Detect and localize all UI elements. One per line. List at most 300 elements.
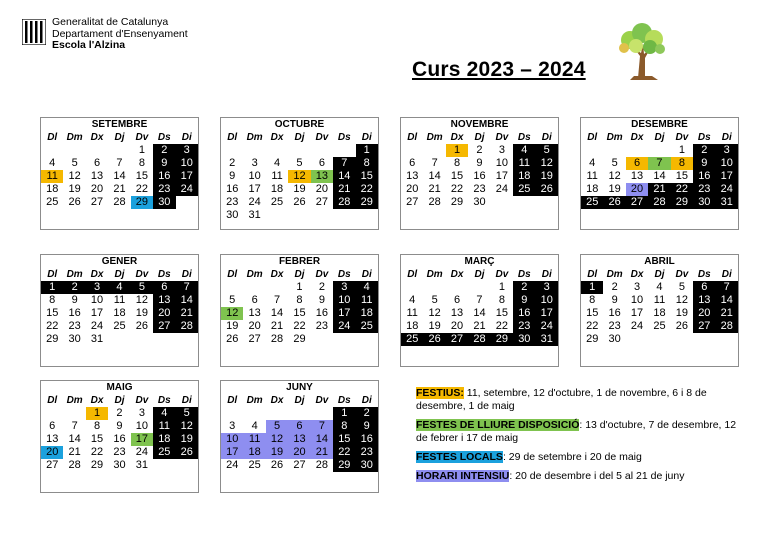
weekday-label: Dx: [270, 395, 284, 406]
day-cell: 25: [46, 196, 59, 208]
day-cell: 23: [113, 446, 126, 458]
day-cell: 15: [333, 433, 355, 446]
day-cell: 12: [288, 170, 310, 183]
empty-cell: [333, 209, 355, 222]
day-cell: 29: [491, 333, 513, 346]
day-cell: 26: [135, 320, 149, 332]
weekday-label: Dx: [450, 269, 464, 280]
day-cell: 20: [450, 320, 464, 332]
weekday-label: Dm: [606, 269, 623, 280]
day-cell: 26: [176, 446, 198, 459]
empty-cell: [626, 333, 648, 346]
week-row: [221, 196, 378, 209]
day-cell: 2: [153, 144, 175, 157]
day-cell: 7: [476, 294, 483, 306]
day-cell: 2: [116, 407, 123, 419]
day-cell: 21: [270, 320, 284, 332]
month-name: FEBRER: [278, 256, 321, 267]
day-cell: 30: [153, 196, 175, 209]
day-cell: 6: [409, 157, 416, 169]
generalitat-logo-icon: [22, 19, 46, 45]
legend-horari-text: : 20 de desembre i del 5 al 21 de juny: [509, 470, 685, 482]
week-row: [221, 320, 378, 333]
day-cell: 6: [626, 157, 648, 170]
day-cell: 17: [495, 170, 509, 182]
day-cell: 5: [71, 157, 78, 169]
day-cell: 24: [536, 320, 558, 333]
day-cell: 1: [498, 281, 505, 293]
day-cell: 21: [428, 183, 441, 195]
day-cell: 21: [648, 183, 670, 196]
week-row: [581, 320, 738, 333]
empty-cell: [153, 333, 175, 346]
weekday-label: Ds: [697, 269, 711, 280]
empty-cell: [63, 407, 85, 420]
week-row: [221, 420, 378, 433]
day-cell: 29: [356, 196, 378, 209]
day-cell: 29: [131, 196, 153, 209]
day-cell: 29: [671, 196, 693, 209]
month-març: [400, 254, 559, 367]
day-cell: 20: [153, 307, 175, 320]
day-cell: 15: [450, 170, 464, 182]
tree-logo-icon: [612, 22, 670, 80]
day-cell: 4: [153, 407, 175, 420]
weekday-header-row: [401, 131, 558, 144]
empty-cell: [446, 281, 468, 294]
day-cell: 25: [248, 459, 261, 471]
day-cell: 6: [251, 294, 258, 306]
weekday-label: Dl: [407, 132, 418, 143]
day-cell: 20: [406, 183, 419, 195]
week-row: [41, 307, 198, 320]
day-cell: 30: [513, 333, 535, 346]
day-cell: 13: [153, 294, 175, 307]
day-cell: 9: [513, 294, 535, 307]
day-cell: 4: [409, 294, 416, 306]
weekday-label: Di: [361, 269, 372, 280]
weekday-label: Ds: [157, 269, 171, 280]
day-cell: 26: [68, 196, 81, 208]
day-cell: 15: [675, 170, 689, 182]
week-row: [41, 333, 198, 346]
weekday-label: Di: [721, 269, 732, 280]
day-cell: 4: [589, 157, 596, 169]
week-row: [221, 333, 378, 346]
weekday-label: Dm: [246, 132, 263, 143]
weekday-header-row: [221, 394, 378, 407]
week-row: [401, 157, 558, 170]
day-cell: 1: [41, 281, 63, 294]
header-line-1: Generalitat de Catalunya: [52, 16, 169, 28]
day-cell: 17: [131, 433, 153, 446]
month-setembre: [40, 117, 199, 230]
day-cell: 20: [693, 307, 715, 320]
day-cell: 23: [153, 183, 175, 196]
empty-cell: [63, 144, 85, 157]
day-cell: 29: [450, 196, 464, 208]
day-cell: 25: [401, 333, 423, 346]
day-cell: 11: [41, 170, 63, 183]
day-cell: 2: [63, 281, 85, 294]
day-cell: 31: [536, 333, 558, 346]
day-cell: 13: [248, 307, 261, 319]
day-cell: 6: [453, 294, 461, 306]
weekday-label: Dl: [587, 269, 598, 280]
day-cell: 16: [608, 307, 621, 319]
weekday-label: Di: [181, 269, 192, 280]
day-cell: 17: [630, 307, 644, 319]
week-row: [401, 294, 558, 307]
weekday-label: Di: [361, 395, 372, 406]
week-row: [41, 320, 198, 333]
day-cell: 8: [498, 294, 505, 306]
day-cell: 2: [513, 281, 535, 294]
day-cell: 18: [356, 307, 378, 320]
day-cell: 13: [311, 170, 333, 183]
day-cell: 6: [93, 157, 101, 169]
day-cell: 13: [693, 294, 715, 307]
week-row: [401, 144, 558, 157]
day-cell: 5: [611, 157, 618, 169]
day-cell: 18: [243, 446, 265, 459]
day-cell: 5: [176, 407, 198, 420]
day-cell: 21: [113, 183, 126, 195]
empty-cell: [311, 333, 333, 346]
day-cell: 8: [93, 420, 101, 432]
weekday-label: Dv: [495, 269, 509, 280]
day-cell: 22: [293, 320, 306, 332]
day-cell: 25: [513, 183, 535, 196]
month-name: NOVEMBRE: [450, 119, 509, 130]
day-cell: 6: [318, 157, 325, 169]
weekday-label: Dm: [66, 132, 83, 143]
day-cell: 1: [678, 144, 685, 156]
day-cell: 24: [176, 183, 198, 196]
weekday-label: Dx: [630, 269, 644, 280]
day-cell: 3: [138, 407, 145, 419]
weekday-label: Dj: [654, 269, 665, 280]
day-cell: 1: [581, 281, 603, 294]
day-cell: 24: [135, 446, 149, 458]
weekday-label: Di: [541, 269, 552, 280]
day-cell: 28: [113, 196, 126, 208]
week-row: [221, 407, 378, 420]
weekday-label: Ds: [337, 395, 351, 406]
day-cell: 8: [333, 420, 355, 433]
empty-cell: [491, 196, 513, 209]
weekday-label: Dv: [135, 132, 149, 143]
day-cell: 3: [251, 157, 258, 169]
week-row: [41, 281, 198, 294]
day-cell: 8: [356, 157, 378, 170]
day-cell: 3: [176, 144, 198, 157]
page-title: Curs 2023 – 2024: [412, 58, 586, 81]
empty-cell: [243, 144, 265, 157]
empty-cell: [288, 144, 310, 157]
day-cell: 19: [675, 307, 689, 319]
weekday-label: Di: [181, 395, 192, 406]
day-cell: 22: [356, 183, 378, 196]
day-cell: 22: [90, 446, 104, 458]
day-cell: 11: [271, 170, 283, 182]
day-cell: 11: [153, 420, 175, 433]
day-cell: 16: [356, 433, 378, 446]
day-cell: 24: [90, 320, 104, 332]
week-row: [221, 307, 378, 320]
empty-cell: [41, 144, 63, 157]
day-cell: 19: [608, 183, 621, 195]
week-row: [221, 170, 378, 183]
empty-cell: [86, 144, 108, 157]
day-cell: 17: [90, 307, 104, 319]
month-novembre: [400, 117, 559, 230]
weekday-label: Dm: [66, 395, 83, 406]
day-cell: 13: [406, 170, 419, 182]
day-cell: 18: [153, 433, 175, 446]
day-cell: 25: [113, 320, 126, 332]
day-cell: 16: [693, 170, 715, 183]
day-cell: 16: [153, 170, 175, 183]
weekday-label: Ds: [157, 395, 171, 406]
empty-cell: [266, 407, 288, 420]
empty-cell: [356, 209, 378, 222]
month-name: OCTUBRE: [274, 119, 325, 130]
legend-locals: [416, 451, 746, 464]
day-cell: 23: [608, 320, 621, 332]
week-row: [401, 333, 558, 346]
month-name: MAIG: [106, 382, 133, 393]
week-row: [41, 407, 198, 420]
weekday-label: Dv: [315, 395, 329, 406]
day-cell: 18: [406, 320, 419, 332]
weekday-label: Dv: [135, 269, 149, 280]
day-cell: 7: [116, 157, 123, 169]
weekday-label: Di: [361, 132, 372, 143]
school-name: Escola l'Alzina: [52, 39, 126, 51]
day-cell: 18: [586, 183, 599, 195]
month-name: ABRIL: [644, 256, 675, 267]
week-row: [221, 446, 378, 459]
day-cell: 12: [608, 170, 621, 182]
day-cell: 26: [423, 333, 445, 346]
day-cell: 14: [716, 294, 738, 307]
weekday-header-row: [581, 268, 738, 281]
day-cell: 15: [135, 170, 149, 182]
day-cell: 27: [406, 196, 419, 208]
day-cell: 9: [693, 157, 715, 170]
day-cell: 26: [293, 196, 306, 208]
weekday-label: Dj: [114, 395, 125, 406]
day-cell: 28: [716, 320, 738, 333]
day-cell: 12: [536, 157, 558, 170]
month-name: SETEMBRE: [91, 119, 148, 130]
weekday-label: Ds: [697, 132, 711, 143]
day-cell: 27: [315, 196, 329, 208]
day-cell: 9: [611, 294, 618, 306]
day-cell: 20: [90, 183, 104, 195]
day-cell: 6: [288, 420, 310, 433]
day-cell: 8: [49, 294, 56, 306]
empty-cell: [153, 459, 175, 472]
day-cell: 17: [248, 183, 261, 195]
empty-cell: [581, 144, 603, 157]
day-cell: 28: [270, 333, 284, 345]
empty-cell: [221, 407, 243, 420]
weekday-label: Dj: [474, 269, 485, 280]
day-cell: 27: [626, 196, 648, 209]
day-cell: 3: [333, 281, 355, 294]
day-cell: 10: [333, 294, 355, 307]
day-cell: 26: [675, 320, 689, 332]
day-cell: 28: [648, 196, 670, 209]
legend-horari: [416, 470, 746, 483]
day-cell: 2: [476, 144, 483, 156]
day-cell: 11: [653, 294, 666, 306]
weekday-header-row: [221, 131, 378, 144]
empty-cell: [266, 281, 288, 294]
weekday-label: Dx: [90, 269, 104, 280]
weekday-label: Dj: [114, 132, 125, 143]
weekday-label: Dl: [47, 269, 58, 280]
legend-festius: [416, 387, 746, 413]
legend-locals-tag: FESTES LOCALS: [416, 451, 503, 463]
weekday-label: Dm: [426, 132, 443, 143]
day-cell: 28: [176, 320, 198, 333]
day-cell: 23: [473, 183, 486, 195]
weekday-label: Dj: [294, 132, 305, 143]
day-cell: 28: [428, 196, 441, 208]
day-cell: 4: [273, 157, 281, 169]
day-cell: 27: [90, 196, 104, 208]
day-cell: 9: [229, 170, 236, 182]
weekday-label: Dj: [114, 269, 125, 280]
weekday-label: Dx: [270, 269, 284, 280]
month-name: MARÇ: [464, 256, 495, 267]
day-cell: 5: [431, 294, 438, 306]
weekday-label: Dv: [495, 132, 509, 143]
day-cell: 11: [406, 307, 418, 319]
day-cell: 19: [68, 183, 81, 195]
weekday-label: Dm: [426, 269, 443, 280]
day-cell: 20: [288, 446, 310, 459]
day-cell: 31: [135, 459, 149, 471]
week-row: [221, 294, 378, 307]
day-cell: 18: [113, 307, 126, 319]
empty-cell: [176, 459, 198, 472]
day-cell: 12: [68, 170, 81, 182]
weekday-label: Dv: [675, 269, 689, 280]
empty-cell: [423, 281, 445, 294]
legend-festius-tag: FESTIUS:: [416, 387, 464, 399]
day-cell: 3: [633, 281, 641, 293]
day-cell: 29: [293, 333, 306, 345]
day-cell: 21: [311, 446, 333, 459]
day-cell: 5: [266, 420, 288, 433]
week-row: [221, 281, 378, 294]
day-cell: 12: [176, 420, 198, 433]
weekday-label: Dv: [315, 132, 329, 143]
day-cell: 26: [536, 183, 558, 196]
day-cell: 30: [608, 333, 621, 345]
month-maig: [40, 380, 199, 493]
weekday-label: Di: [181, 132, 192, 143]
empty-cell: [536, 196, 558, 209]
weekday-label: Dj: [474, 132, 485, 143]
day-cell: 27: [293, 459, 306, 471]
weekday-label: Ds: [337, 269, 351, 280]
empty-cell: [648, 333, 670, 346]
day-cell: 25: [270, 196, 284, 208]
day-cell: 14: [68, 433, 81, 445]
header-line-2: Departament d'Ensenyament: [52, 27, 188, 40]
day-cell: 29: [46, 333, 59, 345]
day-cell: 23: [356, 446, 378, 459]
day-cell: 9: [318, 294, 325, 306]
day-cell: 15: [46, 307, 59, 319]
day-cell: 17: [221, 446, 243, 459]
day-cell: 9: [116, 420, 123, 432]
day-cell: 24: [248, 196, 261, 208]
empty-cell: [311, 209, 333, 222]
day-cell: 25: [356, 320, 378, 333]
day-cell: 8: [138, 157, 145, 169]
day-cell: 20: [315, 183, 329, 195]
week-row: [41, 170, 198, 183]
day-cell: 7: [273, 294, 281, 306]
day-cell: 27: [153, 320, 175, 333]
day-cell: 2: [318, 281, 325, 293]
day-cell: 19: [176, 433, 198, 446]
day-cell: 8: [589, 294, 596, 306]
week-row: [221, 157, 378, 170]
weekday-label: Di: [721, 132, 732, 143]
day-cell: 18: [513, 170, 535, 183]
day-cell: 19: [428, 320, 441, 332]
day-cell: 21: [333, 183, 355, 196]
week-row: [581, 144, 738, 157]
day-cell: 28: [68, 459, 81, 471]
month-name: GENER: [101, 256, 138, 267]
day-cell: 10: [716, 157, 738, 170]
empty-cell: [671, 333, 693, 346]
week-row: [41, 459, 198, 472]
day-cell: 31: [248, 209, 261, 221]
month-febrer: [220, 254, 379, 367]
legend-festius-text: 11, setembre, 12 d'octubre, 1 de novembre, 6 i 8 de desembre, 1 de maig: [416, 387, 707, 412]
day-cell: 17: [333, 307, 355, 320]
day-cell: 30: [68, 333, 81, 345]
day-cell: 25: [581, 196, 603, 209]
day-cell: 25: [653, 320, 666, 332]
weekday-header-row: [41, 268, 198, 281]
day-cell: 22: [333, 446, 355, 459]
day-cell: 30: [693, 196, 715, 209]
empty-cell: [423, 144, 445, 157]
day-cell: 15: [293, 307, 306, 319]
day-cell: 12: [135, 294, 149, 306]
day-cell: 14: [113, 170, 126, 182]
week-row: [581, 307, 738, 320]
weekday-label: Dj: [294, 395, 305, 406]
week-row: [581, 196, 738, 209]
week-row: [401, 320, 558, 333]
day-cell: 17: [716, 170, 738, 183]
day-cell: 11: [586, 170, 598, 182]
legend-lliure-text: : 13 d'octubre, 7 de desembre, 12 de febrer i 17 de maig: [416, 419, 737, 444]
day-cell: 2: [693, 144, 715, 157]
weekday-label: Ds: [337, 132, 351, 143]
